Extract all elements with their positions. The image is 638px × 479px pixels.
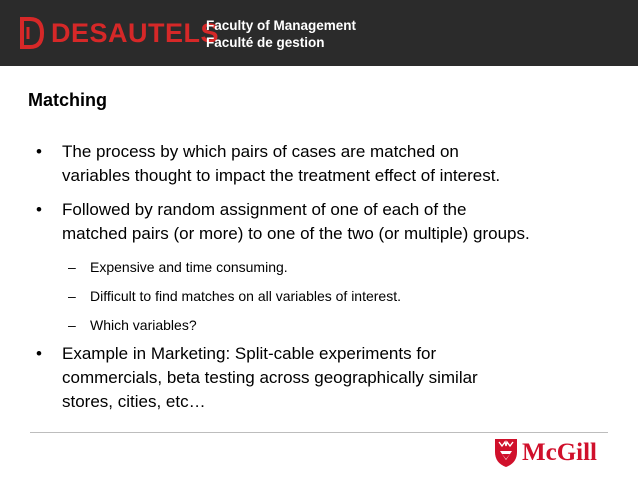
bullet-1-line-1: The process by which pairs of cases are matched on <box>62 142 459 161</box>
bullet-2-line-2: matched pairs (or more) to one of the two (or multiple) groups. <box>62 224 530 243</box>
bullet-3-line-2: commercials, beta testing across geographically similar <box>62 368 478 387</box>
subbullet-2-text: Difficult to find matches on all variables of interest. <box>90 288 402 304</box>
header-bar <box>0 0 638 66</box>
bullet-1-text <box>62 140 622 188</box>
logo-text: DESAUTELS <box>51 18 220 48</box>
bullet-dot: • <box>36 344 42 363</box>
bullet-1-line-2: variables thought to impact the treatment effect of interest. <box>62 166 501 185</box>
footer-divider <box>30 432 608 433</box>
bullet-3-line-1: Example in Marketing: Split-cable experiments for <box>62 344 437 363</box>
bullet-dot: • <box>36 142 42 161</box>
subbullet-1-text: Expensive and time consuming. <box>90 259 288 275</box>
mcgill-shield-icon <box>494 438 518 468</box>
bullet-3-line-3: stores, cities, etc… <box>62 392 206 411</box>
bullet-2-line-1: Followed by random assignment of one of each of the <box>62 200 467 219</box>
subbullet-3-text: Which variables? <box>90 317 197 333</box>
bullet-2-text <box>62 198 622 246</box>
mcgill-logo <box>494 436 604 470</box>
faculty-name-en: Faculty of Management <box>206 18 357 33</box>
subbullet-dash: – <box>68 259 76 275</box>
desautels-logo-icon <box>20 17 44 49</box>
subbullet-dash: – <box>68 317 76 333</box>
bullet-dot: • <box>36 200 42 219</box>
faculty-name-fr: Faculté de gestion <box>206 35 325 50</box>
slide-title: Matching <box>28 90 107 110</box>
subbullet-dash: – <box>68 288 76 304</box>
faculty-name <box>206 17 356 51</box>
bullet-3-text <box>62 342 622 414</box>
mcgill-wordmark: McGill <box>522 439 597 466</box>
